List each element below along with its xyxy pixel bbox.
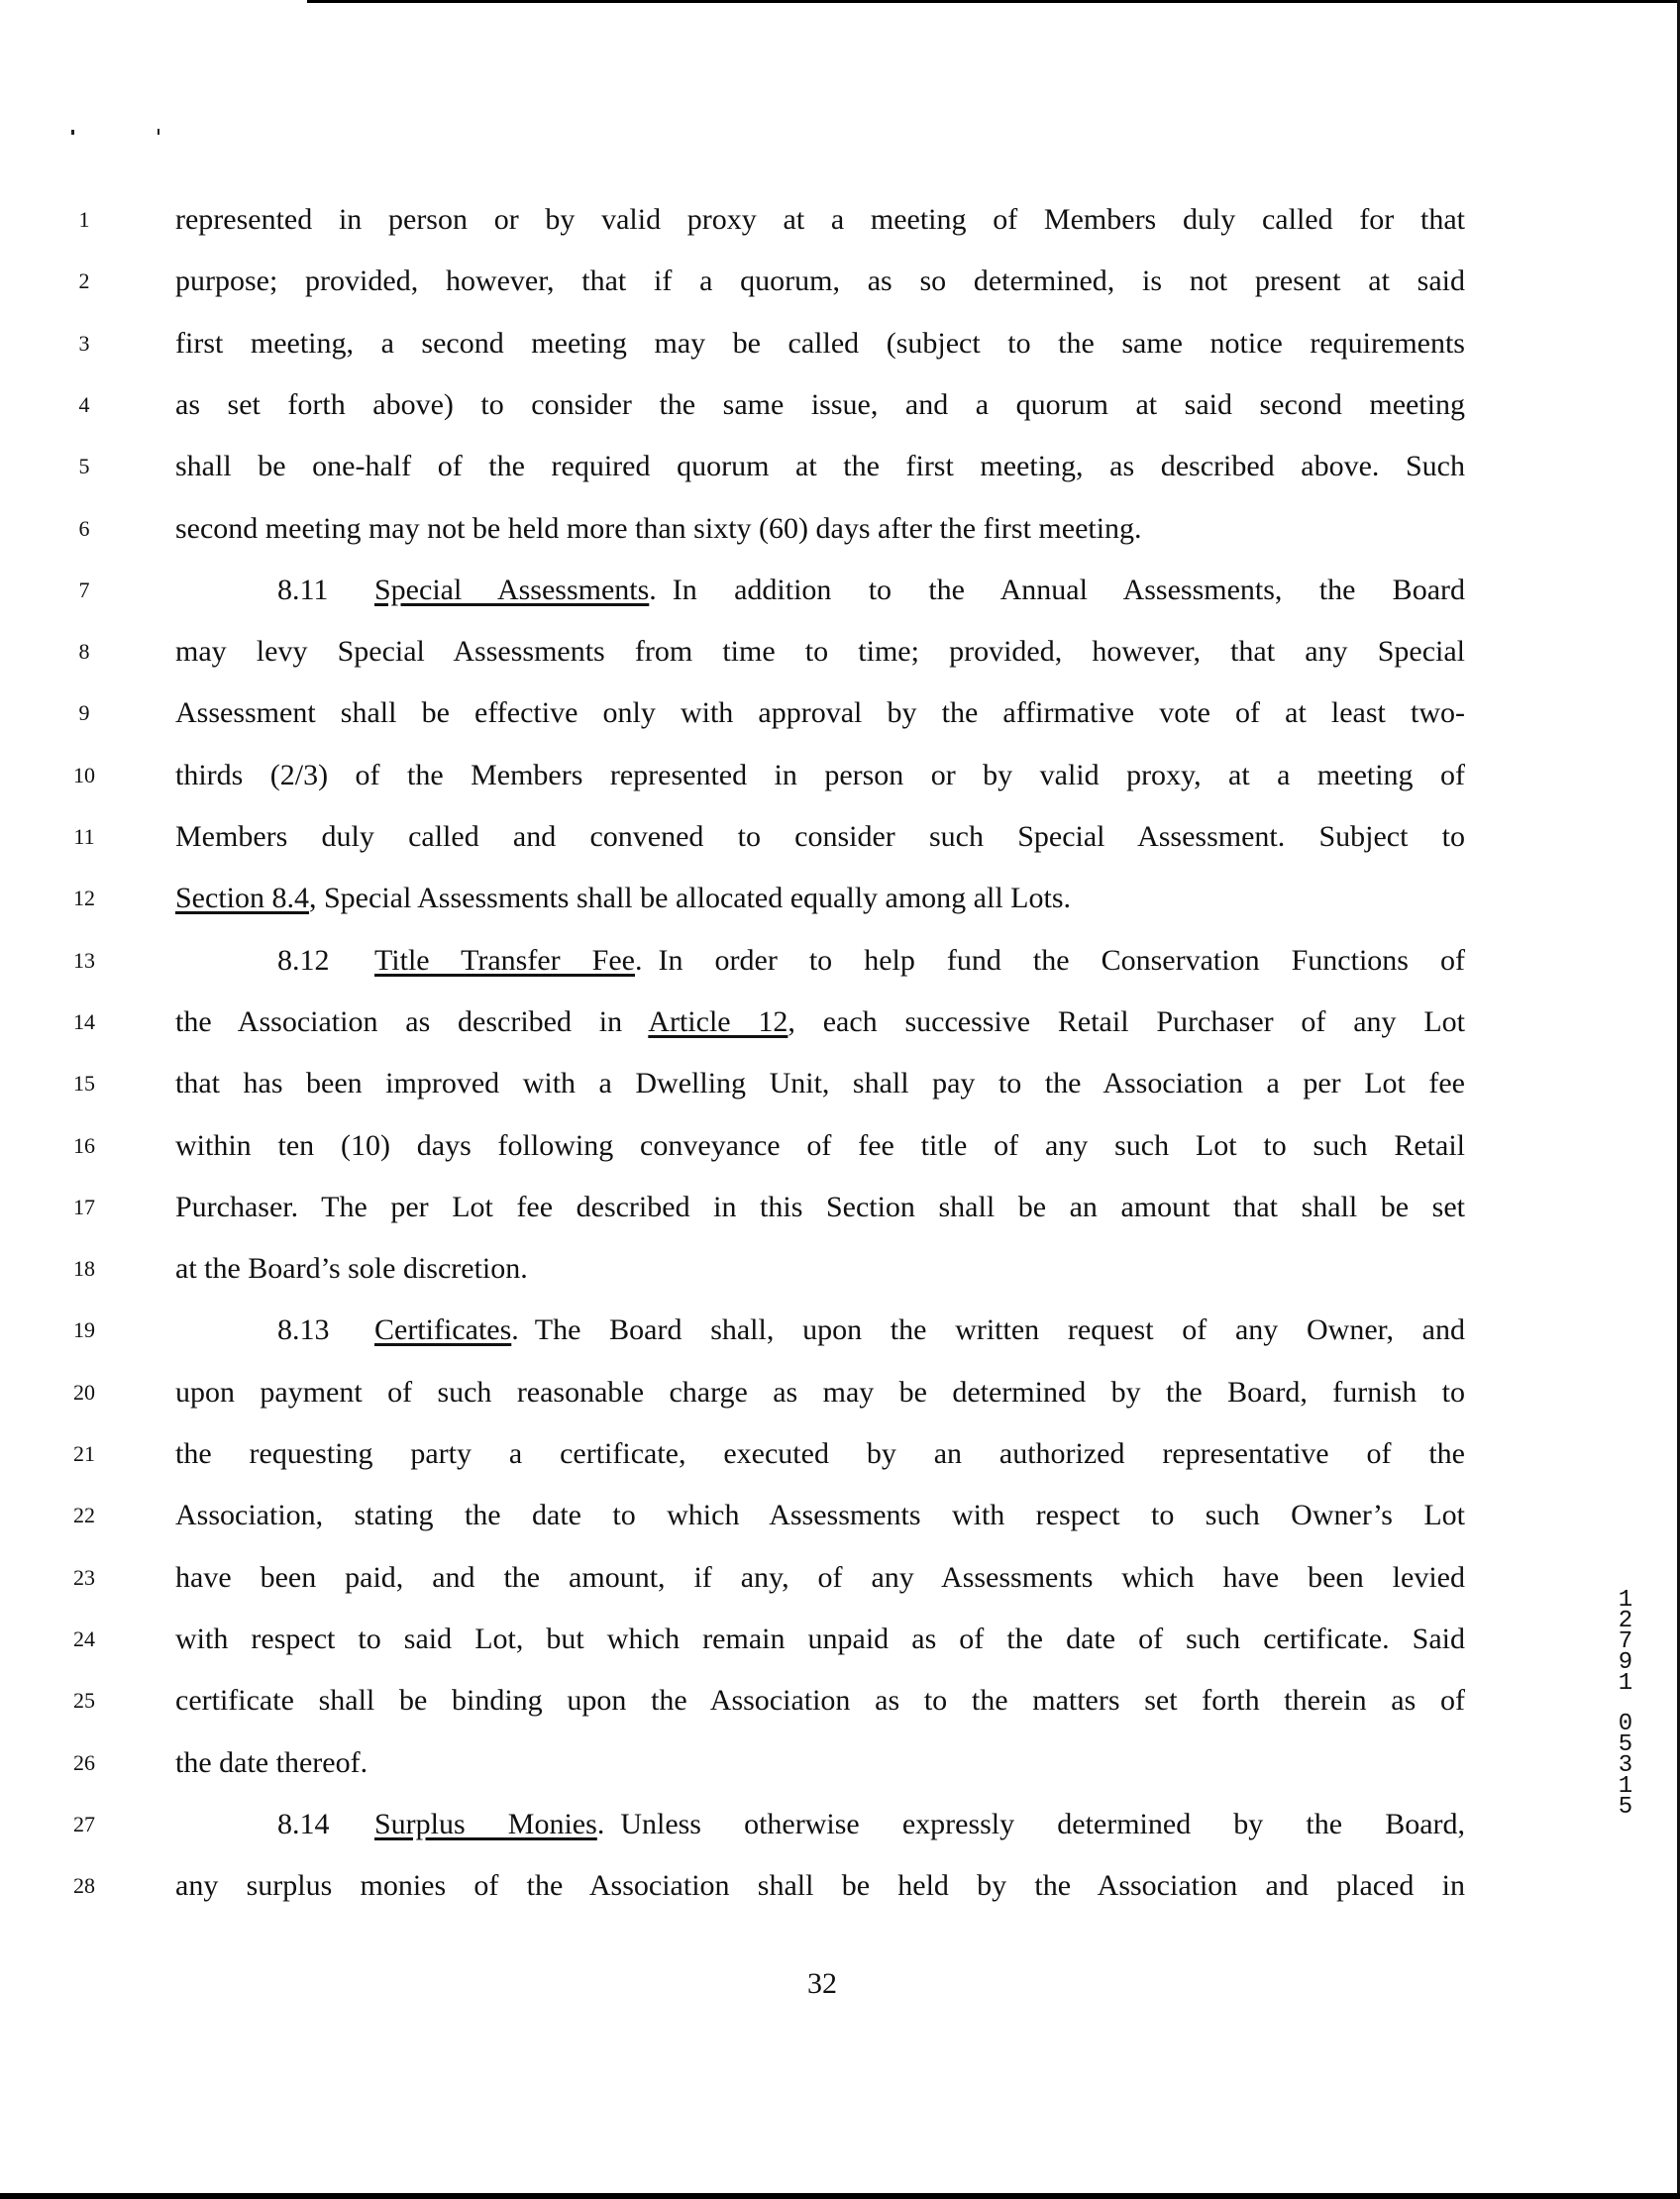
line-number: 25 bbox=[73, 1688, 95, 1714]
document-line bbox=[0, 632, 1680, 693]
line-text: as set forth above) to consider the same issue, and a quorum at said second meeting bbox=[175, 387, 1465, 421]
document-line bbox=[0, 1743, 1680, 1805]
line-number: 5 bbox=[78, 454, 90, 479]
line-number: 26 bbox=[73, 1749, 95, 1775]
line-text: Purchaser. The per Lot fee described in this Section shall be an amount that shall be set bbox=[175, 1190, 1465, 1223]
document-line bbox=[0, 879, 1680, 940]
section-body-text: In order to help fund the Conservation Functions of bbox=[658, 943, 1465, 977]
stamp-digit: 1 bbox=[1618, 1773, 1633, 1800]
document-line bbox=[0, 693, 1680, 755]
line-text: may levy Special Assessments from time to time; provided, however, that any Special bbox=[175, 635, 1465, 669]
section-body-text: In addition to the Annual Assessments, the Board bbox=[672, 573, 1465, 606]
section-heading: Title Transfer Fee bbox=[374, 943, 635, 977]
line-number: 10 bbox=[73, 762, 95, 787]
line-text: purpose; provided, however, that if a quorum, as so determined, is not present at said bbox=[175, 264, 1465, 298]
document-line bbox=[0, 1496, 1680, 1557]
document-line bbox=[0, 1558, 1680, 1620]
line-text: second meeting may not be held more than sixty (60) days after the first meeting. bbox=[175, 511, 1142, 545]
stamp-digit: 5 bbox=[1618, 1794, 1633, 1821]
scan-border-top bbox=[307, 0, 1680, 3]
section-body-text: The Board shall, upon the written request of any Owner, and bbox=[534, 1313, 1465, 1347]
line-number: 8 bbox=[78, 639, 90, 665]
document-line bbox=[0, 200, 1680, 262]
line-text: at the Board’s sole discretion. bbox=[175, 1252, 528, 1286]
line-number: 23 bbox=[73, 1564, 95, 1590]
line-number: 14 bbox=[73, 1008, 95, 1034]
line-number: 16 bbox=[73, 1132, 95, 1158]
stamp-digit: 7 bbox=[1618, 1628, 1633, 1655]
stamp-digit: 2 bbox=[1618, 1608, 1633, 1634]
line-text: certificate shall be binding upon the Association as to the matters set forth therein as of bbox=[175, 1684, 1465, 1718]
document-line bbox=[0, 817, 1680, 879]
line-text: first meeting, a second meeting may be called (subject to the same notice requirements bbox=[175, 326, 1465, 360]
section-number: 8.14 bbox=[277, 1807, 330, 1840]
line-text: the Association as described in Article 12, each successive Retail Purchaser of any Lot bbox=[175, 1004, 1466, 1038]
line-text: Section 8.4, Special Assessments shall be allocated equally among all Lots. bbox=[175, 882, 1071, 915]
line-text: the date thereof. bbox=[175, 1745, 368, 1779]
document-line bbox=[0, 1373, 1680, 1434]
stamp-digit: 0 bbox=[1618, 1711, 1633, 1737]
document-line bbox=[0, 1249, 1680, 1310]
line-text: 8.12 Title Transfer Fee. In order to help fund the Conservation Functions of bbox=[277, 941, 1465, 981]
line-number: 17 bbox=[73, 1194, 95, 1219]
line-number: 15 bbox=[73, 1071, 95, 1097]
line-text: upon payment of such reasonable charge as may be determined by the Board, furnish to bbox=[175, 1375, 1465, 1409]
line-number: 28 bbox=[73, 1873, 95, 1899]
cross-reference: Article 12 bbox=[648, 1004, 788, 1038]
line-text: have been paid, and the amount, if any, of any Assessments which have been levied bbox=[175, 1560, 1465, 1594]
section-number: 8.12 bbox=[277, 943, 330, 977]
line-text: Members duly called and convened to consider such Special Assessment. Subject to bbox=[175, 820, 1465, 853]
line-number: 1 bbox=[78, 207, 90, 232]
document-line bbox=[0, 941, 1680, 1002]
document-line bbox=[0, 1002, 1680, 1064]
scan-speck bbox=[71, 130, 74, 135]
scan-border-bottom bbox=[0, 2193, 1680, 2199]
line-text: shall be one-half of the required quorum at the first meeting, as described above. Such bbox=[175, 450, 1465, 483]
line-number: 18 bbox=[73, 1256, 95, 1282]
line-number: 3 bbox=[78, 330, 90, 356]
stamp-digit: 5 bbox=[1618, 1731, 1633, 1758]
document-line bbox=[0, 509, 1680, 571]
stamp-digit: 1 bbox=[1618, 1587, 1633, 1614]
section-body-text: Unless otherwise expressly determined by the Board, bbox=[620, 1807, 1466, 1840]
document-line bbox=[0, 1126, 1680, 1188]
text-segment: each successive Retail Purchaser of any Lot bbox=[794, 1004, 1466, 1038]
section-number: 8.11 bbox=[277, 573, 329, 606]
line-number: 11 bbox=[73, 824, 95, 849]
stamp-digit: 3 bbox=[1618, 1752, 1633, 1779]
line-number: 12 bbox=[73, 886, 95, 911]
scan-speck bbox=[158, 129, 159, 135]
document-line bbox=[0, 1434, 1680, 1496]
document-line bbox=[0, 385, 1680, 447]
line-number: 20 bbox=[73, 1379, 95, 1405]
document-line bbox=[0, 1310, 1680, 1372]
line-number: 27 bbox=[73, 1811, 95, 1836]
text-segment: the Association as described in bbox=[175, 1004, 649, 1038]
line-text: 8.11 Special Assessments. In addition to the Annual Assessments, the Board bbox=[277, 571, 1465, 610]
document-line bbox=[0, 447, 1680, 508]
line-number: 21 bbox=[73, 1441, 95, 1466]
text-segment: Special Assessments shall be allocated equally among all Lots. bbox=[316, 882, 1071, 915]
document-line bbox=[0, 756, 1680, 817]
line-text: 8.13 Certificates. The Board shall, upon the written request of any Owner, and bbox=[277, 1310, 1465, 1350]
line-text: Association, stating the date to which Assessments with respect to such Owner’s Lot bbox=[175, 1499, 1465, 1532]
document-line bbox=[0, 571, 1680, 632]
document-line bbox=[0, 1866, 1680, 1928]
line-number: 6 bbox=[78, 515, 90, 541]
line-number: 9 bbox=[78, 700, 90, 726]
document-line bbox=[0, 1620, 1680, 1681]
line-number: 7 bbox=[78, 576, 90, 602]
line-text: Assessment shall be effective only with approval by the affirmative vote of at least two- bbox=[175, 696, 1465, 730]
line-number: 19 bbox=[73, 1317, 95, 1343]
line-text: any surplus monies of the Association shall be held by the Association and placed in bbox=[175, 1869, 1465, 1903]
document-line bbox=[0, 1681, 1680, 1742]
line-number: 13 bbox=[73, 947, 95, 973]
line-number: 24 bbox=[73, 1625, 95, 1651]
line-text: within ten (10) days following conveyance of fee title of any such Lot to such Retail bbox=[175, 1128, 1465, 1162]
line-number: 22 bbox=[73, 1503, 95, 1528]
document-line bbox=[0, 1188, 1680, 1249]
line-text: thirds (2/3) of the Members represented in person or by valid proxy, at a meeting of bbox=[175, 758, 1465, 791]
section-heading: Certificates bbox=[374, 1313, 512, 1347]
document-line bbox=[0, 324, 1680, 385]
document-line bbox=[0, 1805, 1680, 1866]
line-text: represented in person or by valid proxy at a meeting of Members duly called for that bbox=[175, 203, 1465, 236]
document-line bbox=[0, 1064, 1680, 1125]
stamp-digit: 1 bbox=[1618, 1670, 1633, 1697]
page-number: 32 bbox=[807, 1967, 837, 2000]
line-text: with respect to said Lot, but which remain unpaid as of the date of such certificate. Said bbox=[175, 1622, 1465, 1655]
cross-reference: Section 8.4 bbox=[175, 882, 309, 915]
section-heading: Surplus Monies bbox=[374, 1807, 597, 1840]
line-number: 4 bbox=[78, 391, 90, 417]
line-text: 8.14 Surplus Monies. Unless otherwise expressly determined by the Board, bbox=[277, 1805, 1465, 1844]
recording-stamp bbox=[1613, 1587, 1638, 1821]
line-number: 2 bbox=[78, 268, 90, 294]
section-heading: Special Assessments bbox=[374, 573, 650, 606]
section-number: 8.13 bbox=[277, 1313, 330, 1347]
stamp-digit: 9 bbox=[1618, 1649, 1633, 1676]
line-text: that has been improved with a Dwelling Unit, shall pay to the Association a per Lot fee bbox=[175, 1067, 1465, 1100]
document-line bbox=[0, 262, 1680, 323]
line-text: the requesting party a certificate, executed by an authorized representative of the bbox=[175, 1437, 1465, 1470]
